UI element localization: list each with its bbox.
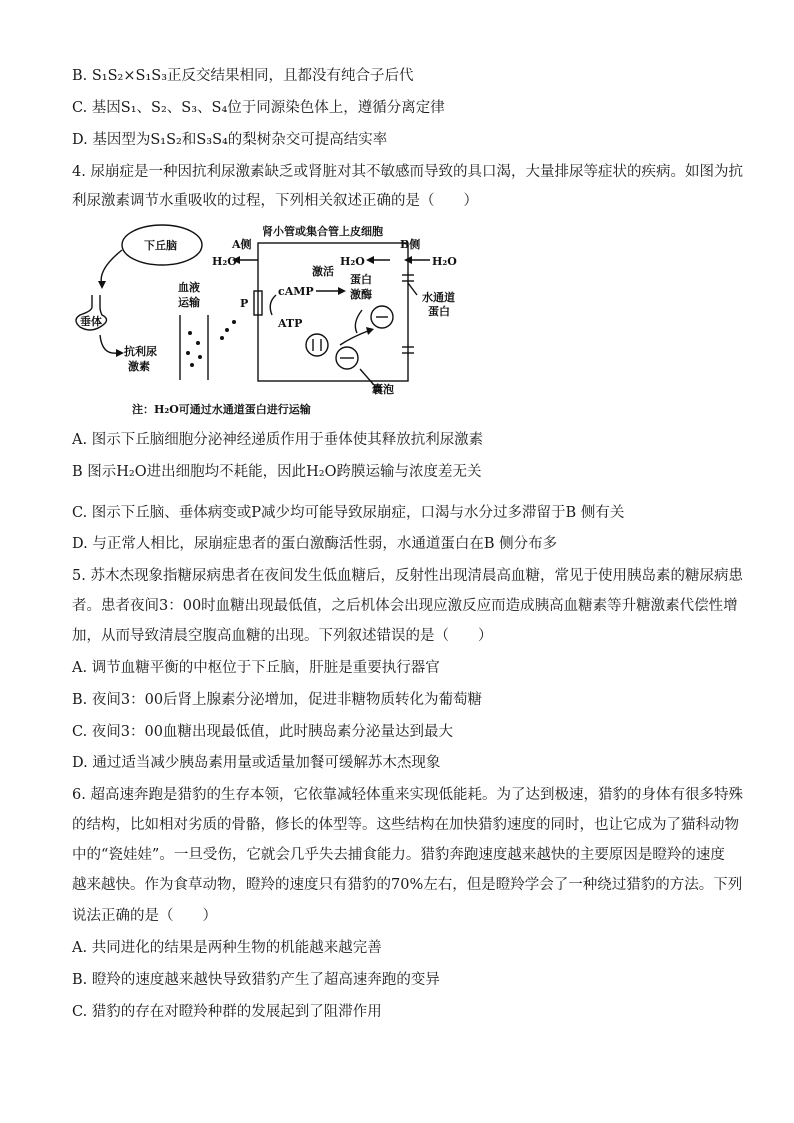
q6-option-a: A. 共同进化的结果是两种生物的机能越来越完善 bbox=[72, 940, 382, 956]
protein-kinase-label-2: 激酶 bbox=[350, 288, 372, 301]
aquaporin-label-1: 水通道 bbox=[422, 291, 455, 304]
q5-option-c: C. 夜间3：00血糖出现最低值，此时胰岛素分泌量达到最大 bbox=[72, 724, 453, 740]
q6-option-c: C. 猎豹的存在对瞪羚种群的发展起到了阻滞作用 bbox=[72, 1004, 382, 1020]
arrow-to-pituitary bbox=[101, 250, 122, 285]
blood-label-2: 运输 bbox=[178, 296, 200, 309]
q6-stem-line2: 的结构，比如相对劣质的骨骼，修长的体型等。这些结构在加快猎豹速度的同时，也让它成为了猫科动物 bbox=[72, 817, 739, 833]
q3-option-d: D. 基因型为S₁S₂和S₃S₄的梨树杂交可提高结实率 bbox=[72, 132, 388, 148]
b-side-label: B侧 bbox=[400, 238, 421, 251]
adh-label-2: 激素 bbox=[128, 360, 150, 373]
h2o-left: H₂O bbox=[212, 255, 237, 268]
q6-option-b: B. 瞪羚的速度越来越快导致猎豹产生了超高速奔跑的变异 bbox=[72, 972, 440, 988]
q5-stem-line2: 者。患者夜间3：00时血糖出现最低值，之后机体会出现应激反应而造成胰高血糖素等升糖激素代偿性增 bbox=[72, 598, 738, 614]
camp-label: cAMP bbox=[278, 285, 314, 298]
q6-stem-line1: 6. 超高速奔跑是猎豹的生存本领，它依靠减轻体重来实现低能耗。为了达到极速，猎豹的身体有很多特殊 bbox=[72, 787, 743, 803]
p-label: P bbox=[240, 297, 249, 310]
aquaporin-label-2: 蛋白 bbox=[428, 305, 450, 318]
pituitary-label: 垂体 bbox=[80, 315, 102, 328]
adh-label-1: 抗利尿 bbox=[124, 345, 157, 358]
q3-option-b: B. S₁S₂×S₁S₃正反交结果相同，且都没有纯合子后代 bbox=[72, 68, 414, 84]
a-side-label: A侧 bbox=[232, 238, 252, 251]
h2o-right: H₂O bbox=[432, 255, 457, 268]
q5-option-a: A. 调节血糖平衡的中枢位于下丘脑，肝脏是重要执行器官 bbox=[72, 660, 440, 676]
h2o-mid: H₂O bbox=[340, 255, 365, 268]
q4-option-c: C. 图示下丘脑、垂体病变或P减少均可能导致尿崩症，口渴与水分过多滞留于B 侧有关 bbox=[72, 505, 625, 521]
q4-stem-line1: 4. 尿崩症是一种因抗利尿激素缺乏或肾脏对其不敏感而导致的具口渴，大量排尿等症状的疾病。如图为抗 bbox=[72, 164, 743, 180]
q5-stem-line3: 加，从而导致清晨空腹高血糖的出现。下列叙述错误的是（ ） bbox=[72, 628, 493, 644]
adh-diagram bbox=[72, 215, 492, 420]
q6-stem-line4: 越来越快。作为食草动物，瞪羚的速度只有猎豹的70%左右，但是瞪羚学会了一种绕过猎豹的方法。下列 bbox=[72, 877, 743, 893]
protein-kinase-label-1: 蛋白 bbox=[350, 273, 372, 286]
q4-stem-line2: 利尿激素调节水重吸收的过程，下列相关叙述正确的是（ ） bbox=[72, 193, 478, 209]
q4-option-a: A. 图示下丘脑细胞分泌神经递质作用于垂体使其释放抗利尿激素 bbox=[72, 432, 484, 448]
cell-boundary bbox=[258, 243, 408, 381]
q5-stem-line1: 5. 苏木杰现象指糖尿病患者在夜间发生低血糖后，反射性出现清晨高血糖，常见于使用胰岛素的糖尿病患 bbox=[72, 568, 743, 584]
q5-option-b: B. 夜间3：00后肾上腺素分泌增加，促进非糖物质转化为葡萄糖 bbox=[72, 692, 483, 708]
q6-stem-line5: 说法正确的是（ ） bbox=[72, 908, 217, 924]
hypothalamus-label: 下丘脑 bbox=[144, 239, 177, 252]
vesicle-1 bbox=[306, 334, 328, 356]
vesicle-label: 囊泡 bbox=[372, 383, 394, 396]
q4-option-d: D. 与正常人相比，尿崩症患者的蛋白激酶活性弱，水通道蛋白在B 侧分布多 bbox=[72, 536, 558, 552]
q3-option-c: C. 基因S₁、S₂、S₃、S₄位于同源染色体上，遵循分离定律 bbox=[72, 100, 445, 116]
q4-option-b: B 图示H₂O进出细胞均不耗能，因此H₂O跨膜运输与浓度差无关 bbox=[72, 464, 482, 480]
q5-option-d: D. 通过适当减少胰岛素用量或适量加餐可缓解苏木杰现象 bbox=[72, 755, 441, 771]
atp-label: ATP bbox=[278, 317, 303, 330]
cell-title: 肾小管或集合管上皮细胞 bbox=[262, 225, 383, 238]
q6-stem-line3: 中的“瓷娃娃”。一旦受伤，它就会几乎失去捕食能力。猎豹奔跑速度越来越快的主要原因是瞪羚的速度 bbox=[72, 847, 725, 863]
diagram-note: 注：H₂O可通过水通道蛋白进行运输 bbox=[132, 403, 311, 416]
blood-label-1: 血液 bbox=[178, 281, 200, 294]
activate-label: 激活 bbox=[312, 265, 334, 278]
